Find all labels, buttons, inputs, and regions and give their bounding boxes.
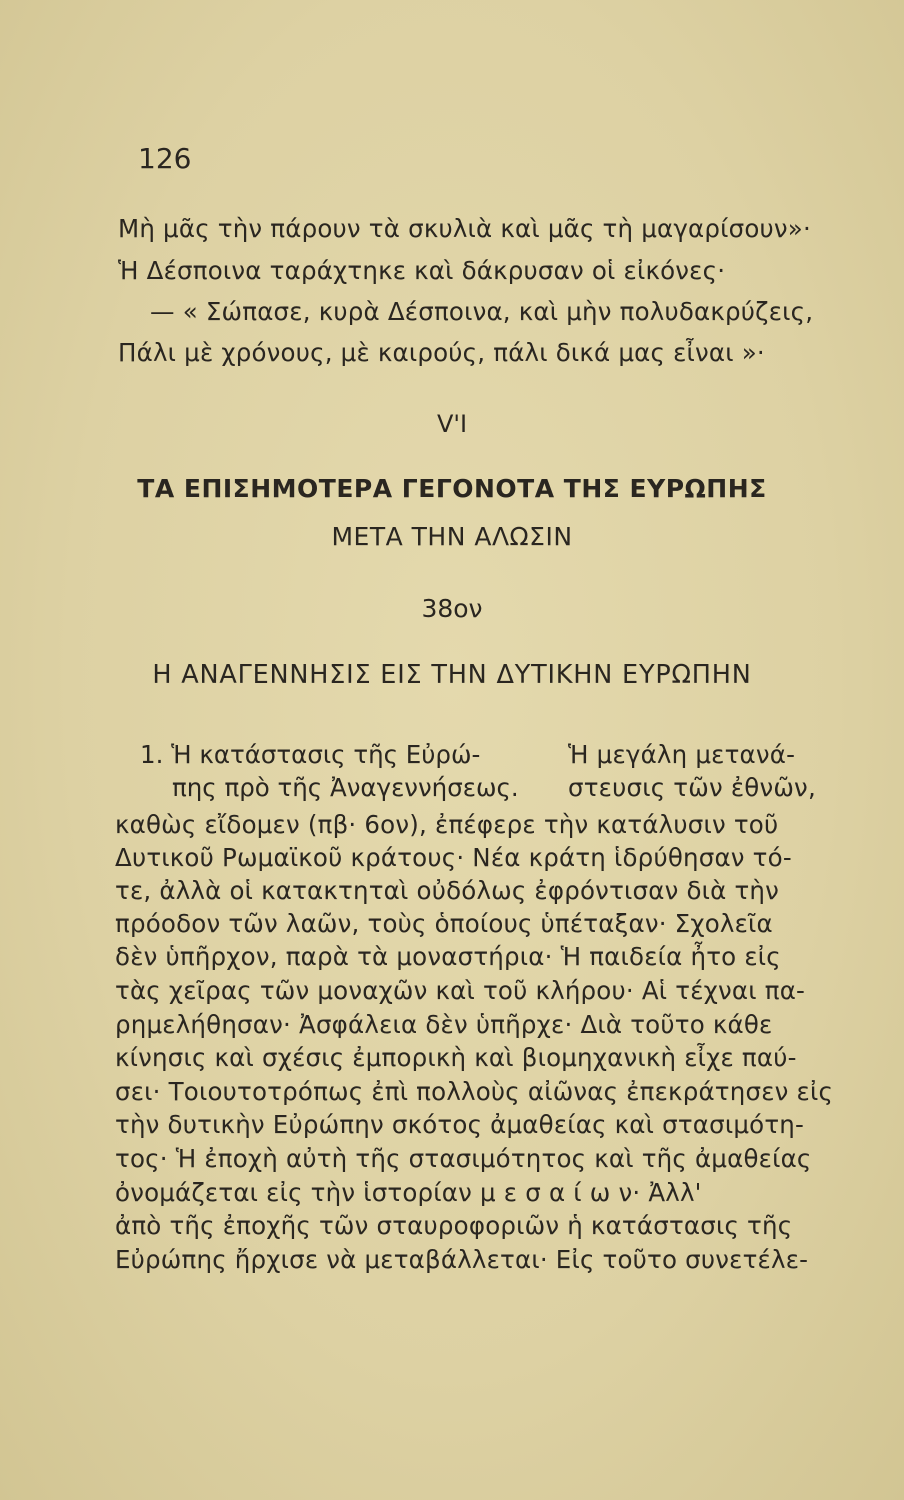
body-line: τος· Ἡ ἐποχὴ αὐτὴ τῆς στασιμότητος καὶ τῆς ἀμαθείας: [115, 1144, 812, 1173]
body-line: στευσις τῶν ἐθνῶν,: [568, 773, 816, 802]
body-line: καθὼς εἴδομεν (πβ· 6ον), ἐπέφερε τὴν κατάλυσιν τοῦ: [115, 810, 779, 839]
side-heading-line: 1. Ἡ κατάστασις τῆς Εὐρώ-: [140, 740, 481, 769]
section-number: V'I: [436, 410, 468, 438]
lesson-number: 38ον: [421, 594, 483, 623]
body-line: πρόοδον τῶν λαῶν, τοὺς ὁποίους ὑπέταξαν· Σχολεῖα: [115, 909, 773, 938]
verse-line: Ἡ Δέσποινα ταράχτηκε καὶ δάκρυσαν οἱ εἰκόνες·: [118, 256, 726, 285]
body-line: ρημελήθησαν· Ἀσφάλεια δὲν ὑπῆρχε· Διὰ τοῦτο κάθε: [115, 1010, 773, 1039]
body-line: τε, ἀλλὰ οἱ κατακτηταὶ οὐδόλως ἐφρόντισαν διὰ τὴν: [115, 876, 780, 905]
chapter-subtitle: ΜΕΤΑ ΤΗΝ ΑΛΩΣΙΝ: [331, 522, 573, 551]
body-line: τὴν δυτικὴν Εὐρώπην σκότος ἀμαθείας καὶ στασιμότη-: [115, 1110, 805, 1139]
page-number: 126: [138, 142, 192, 175]
body-line: ὀνομάζεται εἰς τὴν ἱστορίαν μ ε σ α ί ω ν· Ἀλλ': [115, 1178, 702, 1207]
body-line: σει· Τοιουτοτρόπως ἐπὶ πολλοὺς αἰῶνας ἐπεκράτησεν εἰς: [115, 1077, 834, 1106]
body-line: Ἡ μεγάλη μετανά-: [568, 740, 796, 769]
chapter-title: ΤΑ ΕΠΙΣΗΜΟΤΕΡΑ ΓΕΓΟΝΟΤΑ ΤΗΣ ΕΥΡΩΠΗΣ: [137, 474, 767, 503]
side-heading-line: πης πρὸ τῆς Ἀναγεννήσεως.: [172, 773, 519, 802]
body-line: Εὐρώπης ἤρχισε νὰ μεταβάλλεται· Εἰς τοῦτο συνετέλε-: [115, 1245, 809, 1274]
verse-line: Μὴ μᾶς τὴν πάρουν τὰ σκυλιὰ καὶ μᾶς τὴ μαγαρίσουν»·: [118, 214, 811, 243]
body-line: Δυτικοῦ Ρωμαϊκοῦ κράτους· Νέα κράτη ἱδρύθησαν τό-: [115, 843, 792, 872]
verse-line: — « Σώπασε, κυρὰ Δέσποινα, καὶ μὴν πολυδακρύζεις,: [150, 297, 814, 326]
body-line: τὰς χεῖρας τῶν μοναχῶν καὶ τοῦ κλήρου· Αἱ τέχναι πα-: [115, 976, 806, 1005]
body-line: ἀπὸ τῆς ἐποχῆς τῶν σταυροφοριῶν ἡ κατάστασις τῆς: [115, 1211, 793, 1240]
body-line: κίνησις καὶ σχέσις ἐμπορικὴ καὶ βιομηχανικὴ εἶχε παύ-: [115, 1043, 797, 1072]
verse-line: Πάλι μὲ χρόνους, μὲ καιρούς, πάλι δικά μας εἶναι »·: [118, 338, 765, 367]
body-line: δὲν ὑπῆρχον, παρὰ τὰ μοναστήρια· Ἡ παιδεία ἦτο εἰς: [115, 942, 781, 971]
lesson-title: Η ΑΝΑΓΕΝΝΗΣΙΣ ΕΙΣ ΤΗΝ ΔΥΤΙΚΗΝ ΕΥΡΩΠΗΝ: [152, 660, 752, 690]
